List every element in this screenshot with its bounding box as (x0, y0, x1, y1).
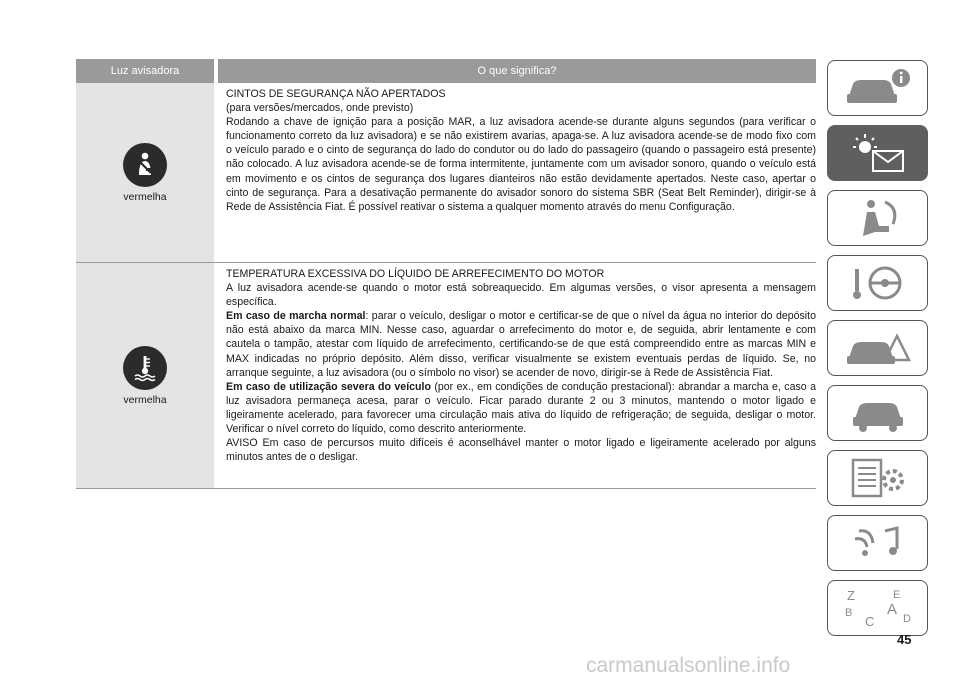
index-letter: E (892, 589, 900, 601)
warning-intro: A luz avisadora acende-se quando o motor está sobreaquecido. Em algumas versões, o visor apresenta a mensagem específica. (226, 282, 816, 309)
severe-use-text: (por ex., em condições de condução prestacional): abrandar a marcha e, caso a luz avisadora permaneça acesa, parar o veículo. Ficar parado durante 2 ou 3 minutos, mantendo o motor ligado e ligeiramente acelerado, para favorecer uma circulação mais ativa do líquido de refrigeração; de seguida, desligar o motor. Verificar o nível correto do líquido, como descrito anteriormente. (226, 380, 816, 436)
tab-starting-driving[interactable] (827, 255, 928, 311)
light-color-label: vermelha (123, 190, 167, 203)
tab-multimedia[interactable] (827, 515, 928, 571)
coolant-temperature-icon (123, 346, 167, 390)
emergency-car-icon (841, 326, 915, 370)
technical-data-icon (841, 456, 915, 500)
multimedia-icon (841, 521, 915, 565)
header-meaning: O que significa? (218, 59, 816, 83)
car-maintenance-icon (841, 391, 915, 435)
header-warning-light: Luz avisadora (76, 59, 214, 83)
warning-lights-table (76, 59, 816, 489)
index-letter: B (844, 607, 852, 619)
index-letter: D (902, 613, 911, 625)
tab-safety[interactable] (827, 190, 928, 246)
warning-title: TEMPERATURA EXCESSIVA DO LÍQUIDO DE ARREFECIMENTO DO MOTOR (226, 268, 605, 280)
steering-key-icon (841, 261, 915, 305)
normal-driving-label: Em caso de marcha normal (226, 310, 366, 323)
table-row (76, 263, 816, 489)
tab-warning-lights[interactable] (827, 125, 928, 181)
warning-note: (para versões/mercados, onde previsto) (226, 102, 414, 115)
index-icon (841, 586, 915, 630)
normal-driving-text: : parar o veículo, desligar o motor e certificar-se de que o nível da água no interior do depósito não está abaixo da marca MIN. Nesse caso, aguardar o arrefecimento do motor e, de seguida, abrir lentamente e com cautela o tampão, atestar com líquido de arrefecimento, certificando-se de que está compreendido entre as marcas MIN e MAX indicadas no próprio depósito. Além disso, verificar visualmente se existem eventuais perdas de líquido. Se, no arranque seguinte, a luz avisadora (ou o símbolo no visor) se acender de novo, dirigir-se à Rede de Assistência Fiat. (226, 310, 816, 379)
warning-description: Rodando a chave de ignição para a posição MAR, a luz avisadora acende-se durante alguns segundos (para verificar o funcionamento correto da luz avisadora) e se não existirem avarias, apaga-se. A luz avisadora acende-se de modo fixo com o veículo parado e o cinto de segurança do lado do condutor ou do lado do passageiro (quando o passageiro está presente) não colocado. A luz avisadora acende-se de forma intermitente, juntamente com um avisador sonoro, quando o veículo está em movimento e os cintos de segurança dos lugares dianteiros não estão devidamente apertados. Neste caso, apertar o cinto de segurança. Para a desativação permanente do avisador sonoro do sistema SBR (Seat Belt Reminder), dirigir-se à Rede de Assistência Fiat. É possível reativar o sistema a qualquer momento através do menu Configuração. (226, 116, 816, 213)
seatbelt-icon (123, 143, 167, 187)
tab-car-info[interactable] (827, 60, 928, 116)
tab-emergency[interactable] (827, 320, 928, 376)
severe-use-paragraph (226, 380, 816, 436)
tab-technical-data[interactable] (827, 450, 928, 506)
watermark: carmanualsonline.info (586, 654, 791, 677)
aviso-note: AVISO Em caso de percursos muito difíceis é aconselhável manter o motor ligado e ligeiramente acelerado por alguns minutos antes de o desligar. (226, 437, 816, 464)
meaning-cell (214, 83, 816, 262)
light-color-label: vermelha (123, 393, 167, 406)
table-row (76, 83, 816, 263)
chapter-sidebar (827, 60, 928, 645)
index-letter: A (886, 601, 897, 618)
warning-title: CINTOS DE SEGURANÇA NÃO APERTADOS (226, 88, 446, 100)
car-info-icon (841, 66, 915, 110)
warning-light-cell (76, 263, 214, 488)
index-letter: C (864, 614, 874, 629)
normal-driving-paragraph (226, 309, 816, 379)
meaning-cell (214, 263, 816, 488)
warning-light-cell (76, 83, 214, 262)
tab-index[interactable] (827, 580, 928, 636)
table-header (76, 59, 816, 83)
index-letter: Z (846, 588, 855, 603)
tab-maintenance[interactable] (827, 385, 928, 441)
seat-airbag-icon (841, 196, 915, 240)
page-number: 45 (897, 632, 912, 647)
severe-use-label: Em caso de utilização severa do veículo (226, 380, 431, 393)
warning-light-message-icon (841, 131, 915, 175)
